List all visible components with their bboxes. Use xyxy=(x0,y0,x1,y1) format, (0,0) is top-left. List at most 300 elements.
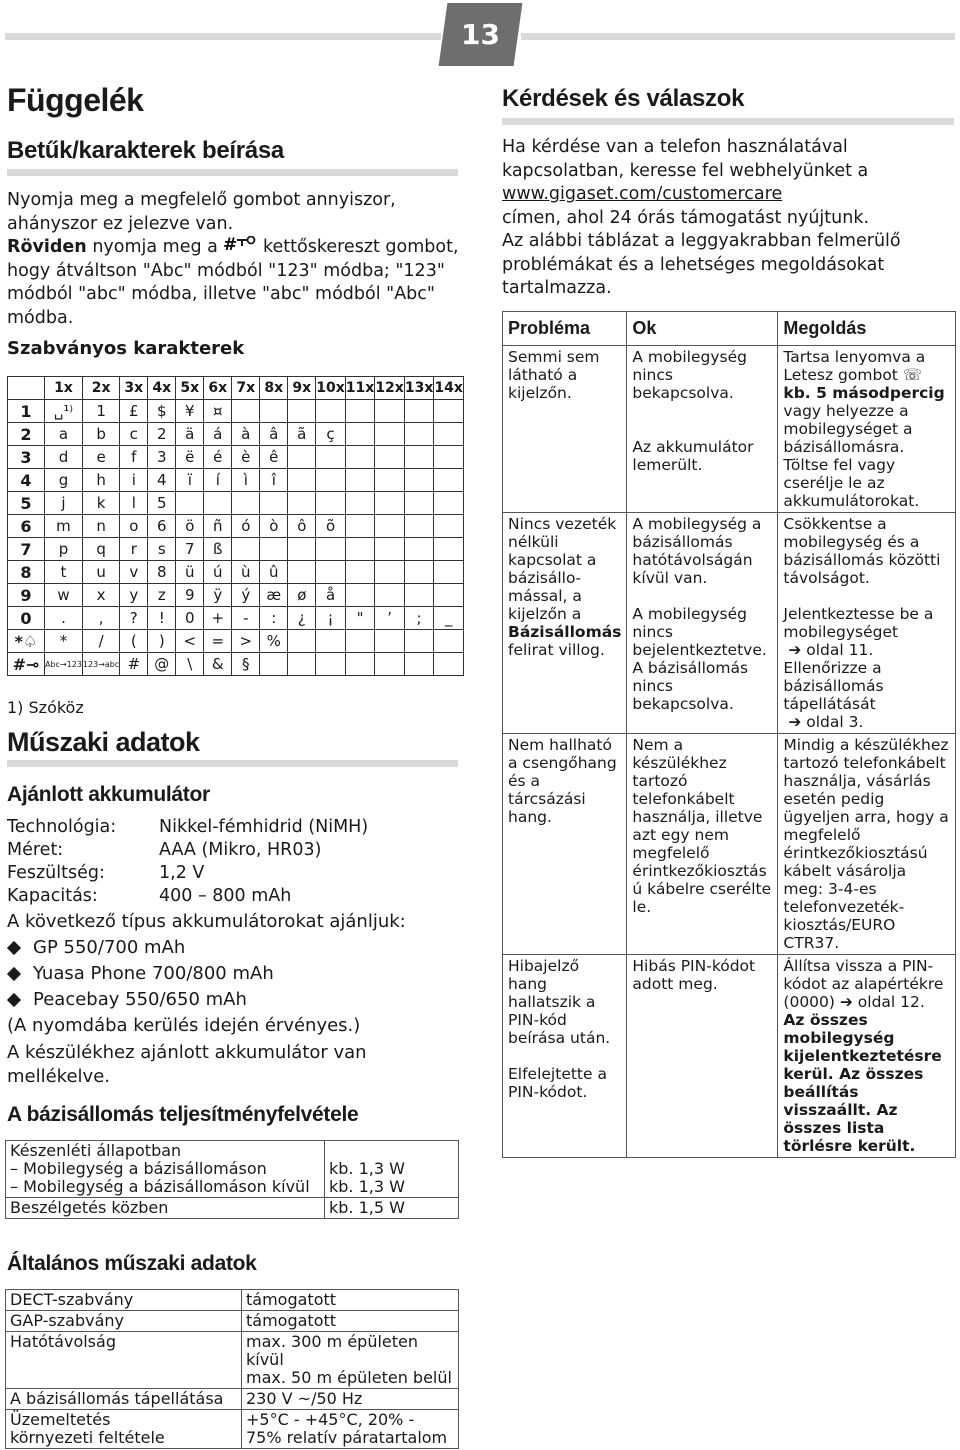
support-link[interactable]: www.gigaset.com/customercare xyxy=(502,184,783,204)
char-cell xyxy=(434,538,464,561)
text-part: nyomja meg a xyxy=(86,237,224,257)
char-cell xyxy=(404,561,434,584)
char-cell xyxy=(345,561,375,584)
top-rule-right xyxy=(521,33,955,40)
char-cell: 9 xyxy=(176,584,204,607)
char-cell: s xyxy=(148,538,176,561)
section-heading-characters: Betűk/karakterek beírása xyxy=(7,137,284,164)
char-row xyxy=(8,423,464,446)
char-cell: ì xyxy=(232,469,260,492)
char-row xyxy=(8,446,464,469)
faq-intro xyxy=(502,136,954,301)
char-row xyxy=(8,400,464,423)
char-cell xyxy=(345,515,375,538)
char-cell: ¡ xyxy=(316,607,346,630)
char-cell xyxy=(375,492,405,515)
char-cell xyxy=(375,446,405,469)
char-cell: ÿ xyxy=(204,584,232,607)
press-count-header: 9x xyxy=(288,377,316,400)
general-row xyxy=(6,1290,459,1311)
char-cell: $ xyxy=(148,400,176,423)
char-cell xyxy=(434,492,464,515)
char-cell: , xyxy=(82,607,119,630)
char-cell xyxy=(288,469,316,492)
top-rule-left xyxy=(5,33,441,40)
char-cell: ¥ xyxy=(176,400,204,423)
char-cell: ? xyxy=(120,607,148,630)
char-cell: ¤ xyxy=(204,400,232,423)
off-base-label: – Mobilegység a bázisállomáson kívül xyxy=(10,1177,310,1196)
char-cell xyxy=(232,400,260,423)
char-cell xyxy=(404,446,434,469)
char-cell xyxy=(316,653,346,676)
char-cell: 7 xyxy=(176,538,204,561)
char-cell: = xyxy=(204,630,232,653)
char-cell xyxy=(404,515,434,538)
char-cell xyxy=(404,423,434,446)
char-cell xyxy=(316,492,346,515)
key-label: 7 xyxy=(8,538,45,561)
section-rule xyxy=(7,760,458,767)
solution-1: Tartsa lenyomva a Letesz gombot ☏ kb. 5 másodpercig vagy helyezze a mobilegységet a bázisállomásra. Töltse fel vagy cserélje le az akkumulátorokat. xyxy=(778,346,956,513)
page-number-tab xyxy=(439,3,523,66)
faq-heading: Kérdések és válaszok xyxy=(502,85,745,112)
char-cell: 8 xyxy=(148,561,176,584)
spec-value: 1,2 V xyxy=(159,863,205,883)
key-label: 8 xyxy=(8,561,45,584)
char-cell xyxy=(232,492,260,515)
char-cell: è xyxy=(232,446,260,469)
key-label: 9 xyxy=(8,584,45,607)
on-base-label: – Mobilegység a bázisállomáson xyxy=(10,1159,267,1178)
char-cell xyxy=(434,584,464,607)
key-label: 2 xyxy=(8,423,45,446)
bullet-diamond-icon xyxy=(7,993,21,1007)
char-cell: % xyxy=(260,630,288,653)
char-cell xyxy=(375,630,405,653)
arrow-icon: ➔ xyxy=(788,713,802,731)
page-number: 13 xyxy=(461,18,500,51)
char-cell xyxy=(434,400,464,423)
char-cell: * xyxy=(45,630,83,653)
battery-heading: Ajánlott akkumulátor xyxy=(7,783,210,806)
char-cell: - xyxy=(232,607,260,630)
press-count-header: 7x xyxy=(232,377,260,400)
char-cell: 3 xyxy=(148,446,176,469)
char-cell xyxy=(434,423,464,446)
solution-4: Állítsa vissza a PIN-kódot az alapértékre (0000) ➔ oldal 12. Az összes mobilegység kijelentkeztetésre kerül. Az összes beállítás visszaállt. Az összes lista törlésre került. xyxy=(778,955,956,1158)
char-cell: _ xyxy=(434,607,464,630)
faq-intro-text: Ha kérdése van a telefon használatával kapcsolatban, keresse fel webhelyünket a xyxy=(502,137,869,181)
char-cell: á xyxy=(204,423,232,446)
problem-1: Semmi sem látható a kijelzőn. xyxy=(503,346,627,513)
char-cell: â xyxy=(260,423,288,446)
char-row xyxy=(8,607,464,630)
char-cell: # xyxy=(120,653,148,676)
char-cell: 2 xyxy=(148,423,176,446)
char-cell xyxy=(404,492,434,515)
section-rule xyxy=(502,118,954,125)
on-base-value: kb. 1,3 W xyxy=(329,1159,405,1178)
problem-2: Nincs vezeték nélküli kapcsolat a bázisállomással, a kijelzőn a Bázisállomás felirat villog. xyxy=(503,513,627,734)
key-label: 1 xyxy=(8,400,45,423)
char-cell: & xyxy=(204,653,232,676)
char-cell: a xyxy=(45,423,83,446)
char-cell xyxy=(176,492,204,515)
note-validity: (A nyomdába kerülés idején érvényes.) xyxy=(7,1015,361,1036)
char-cell: ç xyxy=(316,423,346,446)
char-row xyxy=(8,653,464,676)
power-table xyxy=(5,1140,459,1219)
battery-name: Peacebay 550/650 mAh xyxy=(33,989,247,1010)
char-cell xyxy=(316,538,346,561)
battery-list-item xyxy=(7,989,247,1010)
char-cell: à xyxy=(232,423,260,446)
char-cell xyxy=(375,515,405,538)
char-row xyxy=(8,515,464,538)
instruction-paragraph-2 xyxy=(7,236,459,330)
press-count-header: 3x xyxy=(120,377,148,400)
key-label: #⊸ xyxy=(8,653,45,676)
char-cell: j xyxy=(45,492,83,515)
note-included: A készülékhez ajánlott akkumulátor van mellékelve. xyxy=(7,1042,367,1087)
char-cell: \ xyxy=(176,653,204,676)
char-cell: 5 xyxy=(148,492,176,515)
char-cell: : xyxy=(260,607,288,630)
char-cell xyxy=(232,538,260,561)
spec-label: Feszültség: xyxy=(7,863,105,883)
char-cell: t xyxy=(45,561,83,584)
char-cell: ö xyxy=(176,515,204,538)
general-row xyxy=(6,1410,459,1449)
char-cell: e xyxy=(82,446,119,469)
char-cell: " xyxy=(345,607,375,630)
faq-intro-text-2: címen, ahol 24 órás támogatást nyújtunk. xyxy=(502,207,870,228)
char-cell: 4 xyxy=(148,469,176,492)
press-count-header: 4x xyxy=(148,377,176,400)
char-cell: í xyxy=(204,469,232,492)
char-cell: ’ xyxy=(375,607,405,630)
general-label: GAP-szabvány xyxy=(6,1311,242,1332)
char-cell xyxy=(345,653,375,676)
solution-3: Mindig a készülékhez tartozó telefonkábelt használja, vásárlás esetén pedig ügyeljen arra, hogy a megfelelő érintkezőkiosztású kábelt vásárolja meg: 3-4-es telefonvezetékkiosztás/EURO CTR37. xyxy=(778,734,956,955)
key-label: 6 xyxy=(8,515,45,538)
char-cell xyxy=(345,584,375,607)
char-cell xyxy=(204,492,232,515)
faq-header-cause: Ok xyxy=(627,312,778,346)
char-cell: å xyxy=(316,584,346,607)
cause-2: A mobilegység a bázisállomás hatótávolságán kívül van. A mobilegység nincs bejelentkeztetve. A bázisállomás nincs bekapcsolva. xyxy=(627,513,778,734)
char-cell: u xyxy=(82,561,119,584)
cause-4: Hibás PIN-kódot adott meg. xyxy=(627,955,778,1158)
char-cell: ä xyxy=(176,423,204,446)
spec-label: Kapacitás: xyxy=(7,886,98,906)
spec-label: Méret: xyxy=(7,840,64,860)
char-cell xyxy=(375,469,405,492)
char-cell: ó xyxy=(232,515,260,538)
press-count-header: 2x xyxy=(82,377,119,400)
char-row xyxy=(8,561,464,584)
end-call-icon: ☏ xyxy=(902,366,923,384)
char-cell: ú xyxy=(204,561,232,584)
cause-3: Nem a készülékhez tartozó telefonkábelt használja, illetve azt egy nem megfelelő érintkezőkiosztás ú kábelre cserélte le. xyxy=(627,734,778,955)
key-label: 0 xyxy=(8,607,45,630)
char-cell: > xyxy=(232,630,260,653)
char-cell xyxy=(288,630,316,653)
char-cell xyxy=(345,492,375,515)
char-cell xyxy=(434,630,464,653)
char-cell: 0 xyxy=(176,607,204,630)
general-label: Hatótávolság xyxy=(6,1332,242,1389)
general-value: max. 300 m épületen kívül max. 50 m épületen belül xyxy=(242,1332,459,1389)
general-label: DECT-szabvány xyxy=(6,1290,242,1311)
general-value: támogatott xyxy=(242,1311,459,1332)
recommend-text: A következő típus akkumulátorokat ajánljuk: xyxy=(7,911,406,932)
footnote: 1) Szóköz xyxy=(7,698,84,717)
instruction-paragraph-1: Nyomja meg a megfelelő gombot annyiszor, ahányszor ez jelezve van. xyxy=(7,190,396,234)
char-row xyxy=(8,630,464,653)
char-cell: f xyxy=(120,446,148,469)
general-heading: Általános műszaki adatok xyxy=(7,1252,257,1275)
standard-characters-subheading: Szabványos karakterek xyxy=(7,338,245,359)
char-cell xyxy=(434,515,464,538)
char-cell xyxy=(404,584,434,607)
char-cell: p xyxy=(45,538,83,561)
off-base-value: kb. 1,3 W xyxy=(329,1177,405,1196)
char-cell xyxy=(404,469,434,492)
char-cell xyxy=(404,538,434,561)
char-cell xyxy=(316,630,346,653)
bullet-diamond-icon xyxy=(7,941,21,955)
press-count-header: 8x xyxy=(260,377,288,400)
appendix-title: Függelék xyxy=(7,82,144,118)
char-cell: ã xyxy=(288,423,316,446)
char-cell xyxy=(345,423,375,446)
char-cell: ê xyxy=(260,446,288,469)
char-cell: § xyxy=(232,653,260,676)
spec-label: Technológia: xyxy=(7,817,117,837)
general-value: támogatott xyxy=(242,1290,459,1311)
char-cell: ; xyxy=(404,607,434,630)
faq-header-problem: Probléma xyxy=(503,312,627,346)
svg-text:#: # xyxy=(223,236,238,252)
char-cell: 1 xyxy=(82,400,119,423)
char-cell: û xyxy=(260,561,288,584)
general-value: +5°C - +45°C, 20% - 75% relatív páratartalom xyxy=(242,1410,459,1449)
general-label: Üzemeltetés környezeti feltétele xyxy=(6,1410,242,1449)
char-cell xyxy=(260,400,288,423)
char-cell: ! xyxy=(148,607,176,630)
char-cell xyxy=(260,492,288,515)
char-cell: z xyxy=(148,584,176,607)
char-row xyxy=(8,469,464,492)
press-count-header: 11x xyxy=(345,377,375,400)
char-cell: ␣¹⁾ xyxy=(45,400,83,423)
char-cell xyxy=(375,584,405,607)
char-cell: ( xyxy=(120,630,148,653)
standby-cell xyxy=(6,1141,325,1198)
general-table xyxy=(5,1289,459,1449)
char-cell: v xyxy=(120,561,148,584)
char-cell: ¿ xyxy=(288,607,316,630)
char-cell: m xyxy=(45,515,83,538)
faq-intro-text-3: Az alábbi táblázat a leggyakrabban felmerülő problémákat és a lehetséges megoldásokat tartalmazza. xyxy=(502,231,901,298)
press-count-header: 1x xyxy=(45,377,83,400)
char-cell xyxy=(288,400,316,423)
char-cell: 6 xyxy=(148,515,176,538)
solution-2: Csökkentse a mobilegység és a bázisállomás közötti távolságot. Jelentkeztesse be a mobilegységet ➔ oldal 11. Ellenőrizze a bázisállomás tápellátását ➔ oldal 3. xyxy=(778,513,956,734)
technical-data-title: Műszaki adatok xyxy=(7,727,200,757)
char-cell: b xyxy=(82,423,119,446)
char-cell: g xyxy=(45,469,83,492)
char-cell: 123→abc xyxy=(82,653,119,676)
char-cell xyxy=(260,538,288,561)
char-cell xyxy=(434,653,464,676)
char-cell: Abc→123 xyxy=(45,653,83,676)
char-cell xyxy=(345,538,375,561)
char-cell xyxy=(434,561,464,584)
problem-3: Nem hallható a csengőhang és a tárcsázási hang. xyxy=(503,734,627,955)
problem-4: Hibajelző hang hallatszik a PIN-kód beírása után. Elfelejtette a PIN-kódot. xyxy=(503,955,627,1158)
arrow-icon: ➔ xyxy=(839,993,853,1011)
char-cell: ë xyxy=(176,446,204,469)
char-cell xyxy=(375,653,405,676)
battery-name: GP 550/700 mAh xyxy=(33,937,186,958)
char-cell xyxy=(345,630,375,653)
char-cell xyxy=(345,400,375,423)
char-cell xyxy=(288,492,316,515)
char-cell: < xyxy=(176,630,204,653)
char-cell xyxy=(288,446,316,469)
char-cell: õ xyxy=(316,515,346,538)
char-cell xyxy=(316,561,346,584)
char-cell: ø xyxy=(288,584,316,607)
char-cell: ß xyxy=(204,538,232,561)
char-cell xyxy=(288,653,316,676)
char-row xyxy=(8,492,464,515)
char-cell: ù xyxy=(232,561,260,584)
battery-list-item xyxy=(7,963,274,984)
char-cell: ) xyxy=(148,630,176,653)
char-cell: + xyxy=(204,607,232,630)
char-cell: y xyxy=(120,584,148,607)
char-cell xyxy=(404,630,434,653)
table-corner xyxy=(8,377,45,400)
char-cell xyxy=(345,446,375,469)
char-cell: n xyxy=(82,515,119,538)
spec-value: 400 – 800 mAh xyxy=(159,886,292,906)
general-row xyxy=(6,1389,459,1410)
char-cell: d xyxy=(45,446,83,469)
char-cell: ü xyxy=(176,561,204,584)
char-cell xyxy=(404,400,434,423)
char-cell xyxy=(288,561,316,584)
char-cell: / xyxy=(82,630,119,653)
char-cell xyxy=(288,538,316,561)
key-label: *♤ xyxy=(8,630,45,653)
key-label: 4 xyxy=(8,469,45,492)
standby-values xyxy=(325,1141,459,1198)
char-cell: ò xyxy=(260,515,288,538)
text-part: kettőskereszt gombot, hogy átváltson "Abc" módból "123" módba; "123" módból "abc" módba, illetve "abc" módból "Abc" módba. xyxy=(7,237,459,328)
key-label: 3 xyxy=(8,446,45,469)
char-cell xyxy=(345,469,375,492)
char-cell xyxy=(375,423,405,446)
char-cell: ô xyxy=(288,515,316,538)
battery-name: Yuasa Phone 700/800 mAh xyxy=(33,963,274,984)
char-row xyxy=(8,584,464,607)
char-cell: w xyxy=(45,584,83,607)
char-cell: x xyxy=(82,584,119,607)
section-rule xyxy=(7,169,458,176)
call-value: kb. 1,5 W xyxy=(325,1198,459,1219)
press-count-header: 14x xyxy=(434,377,464,400)
press-count-header: 6x xyxy=(204,377,232,400)
char-cell xyxy=(434,469,464,492)
bullet-diamond-icon xyxy=(7,967,21,981)
general-value: 230 V ~/50 Hz xyxy=(242,1389,459,1410)
general-row xyxy=(6,1332,459,1389)
cause-1: A mobilegység nincs bekapcsolva. Az akkumulátor lemerült. xyxy=(627,346,778,513)
char-cell xyxy=(316,469,346,492)
char-cell xyxy=(316,400,346,423)
general-row xyxy=(6,1311,459,1332)
call-label: Beszélgetés közben xyxy=(6,1198,325,1219)
char-cell: î xyxy=(260,469,288,492)
char-cell: æ xyxy=(260,584,288,607)
char-cell xyxy=(260,653,288,676)
char-row xyxy=(8,538,464,561)
char-cell xyxy=(375,400,405,423)
key-label: 5 xyxy=(8,492,45,515)
press-count-header: 5x xyxy=(176,377,204,400)
press-count-header: 13x xyxy=(404,377,434,400)
press-count-header: 10x xyxy=(316,377,346,400)
char-cell: é xyxy=(204,446,232,469)
character-table xyxy=(7,376,464,676)
char-cell: £ xyxy=(120,400,148,423)
char-cell xyxy=(434,446,464,469)
general-label: A bázisállomás tápellátása xyxy=(6,1389,242,1410)
char-cell: l xyxy=(120,492,148,515)
char-cell: ý xyxy=(232,584,260,607)
char-cell xyxy=(404,653,434,676)
faq-table xyxy=(502,311,956,1158)
press-count-header: 12x xyxy=(375,377,405,400)
char-cell: ï xyxy=(176,469,204,492)
char-cell: h xyxy=(82,469,119,492)
power-heading: A bázisállomás teljesítményfelvétele xyxy=(7,1103,359,1126)
faq-header-solution: Megoldás xyxy=(778,312,956,346)
char-cell xyxy=(375,561,405,584)
char-cell: i xyxy=(120,469,148,492)
char-cell: c xyxy=(120,423,148,446)
char-cell: . xyxy=(45,607,83,630)
bold-word: Röviden xyxy=(7,237,87,257)
spec-value: Nikkel-fémhidrid (NiMH) xyxy=(159,817,369,837)
spec-value: AAA (Mikro, HR03) xyxy=(159,840,322,860)
char-cell: @ xyxy=(148,653,176,676)
battery-list-item xyxy=(7,937,185,958)
arrow-icon: ➔ xyxy=(788,641,802,659)
char-cell: o xyxy=(120,515,148,538)
char-cell xyxy=(316,446,346,469)
char-cell xyxy=(375,538,405,561)
hash-key-icon xyxy=(223,236,257,260)
char-cell: k xyxy=(82,492,119,515)
standby-label: Készenléti állapotban xyxy=(10,1141,182,1160)
char-cell: ñ xyxy=(204,515,232,538)
